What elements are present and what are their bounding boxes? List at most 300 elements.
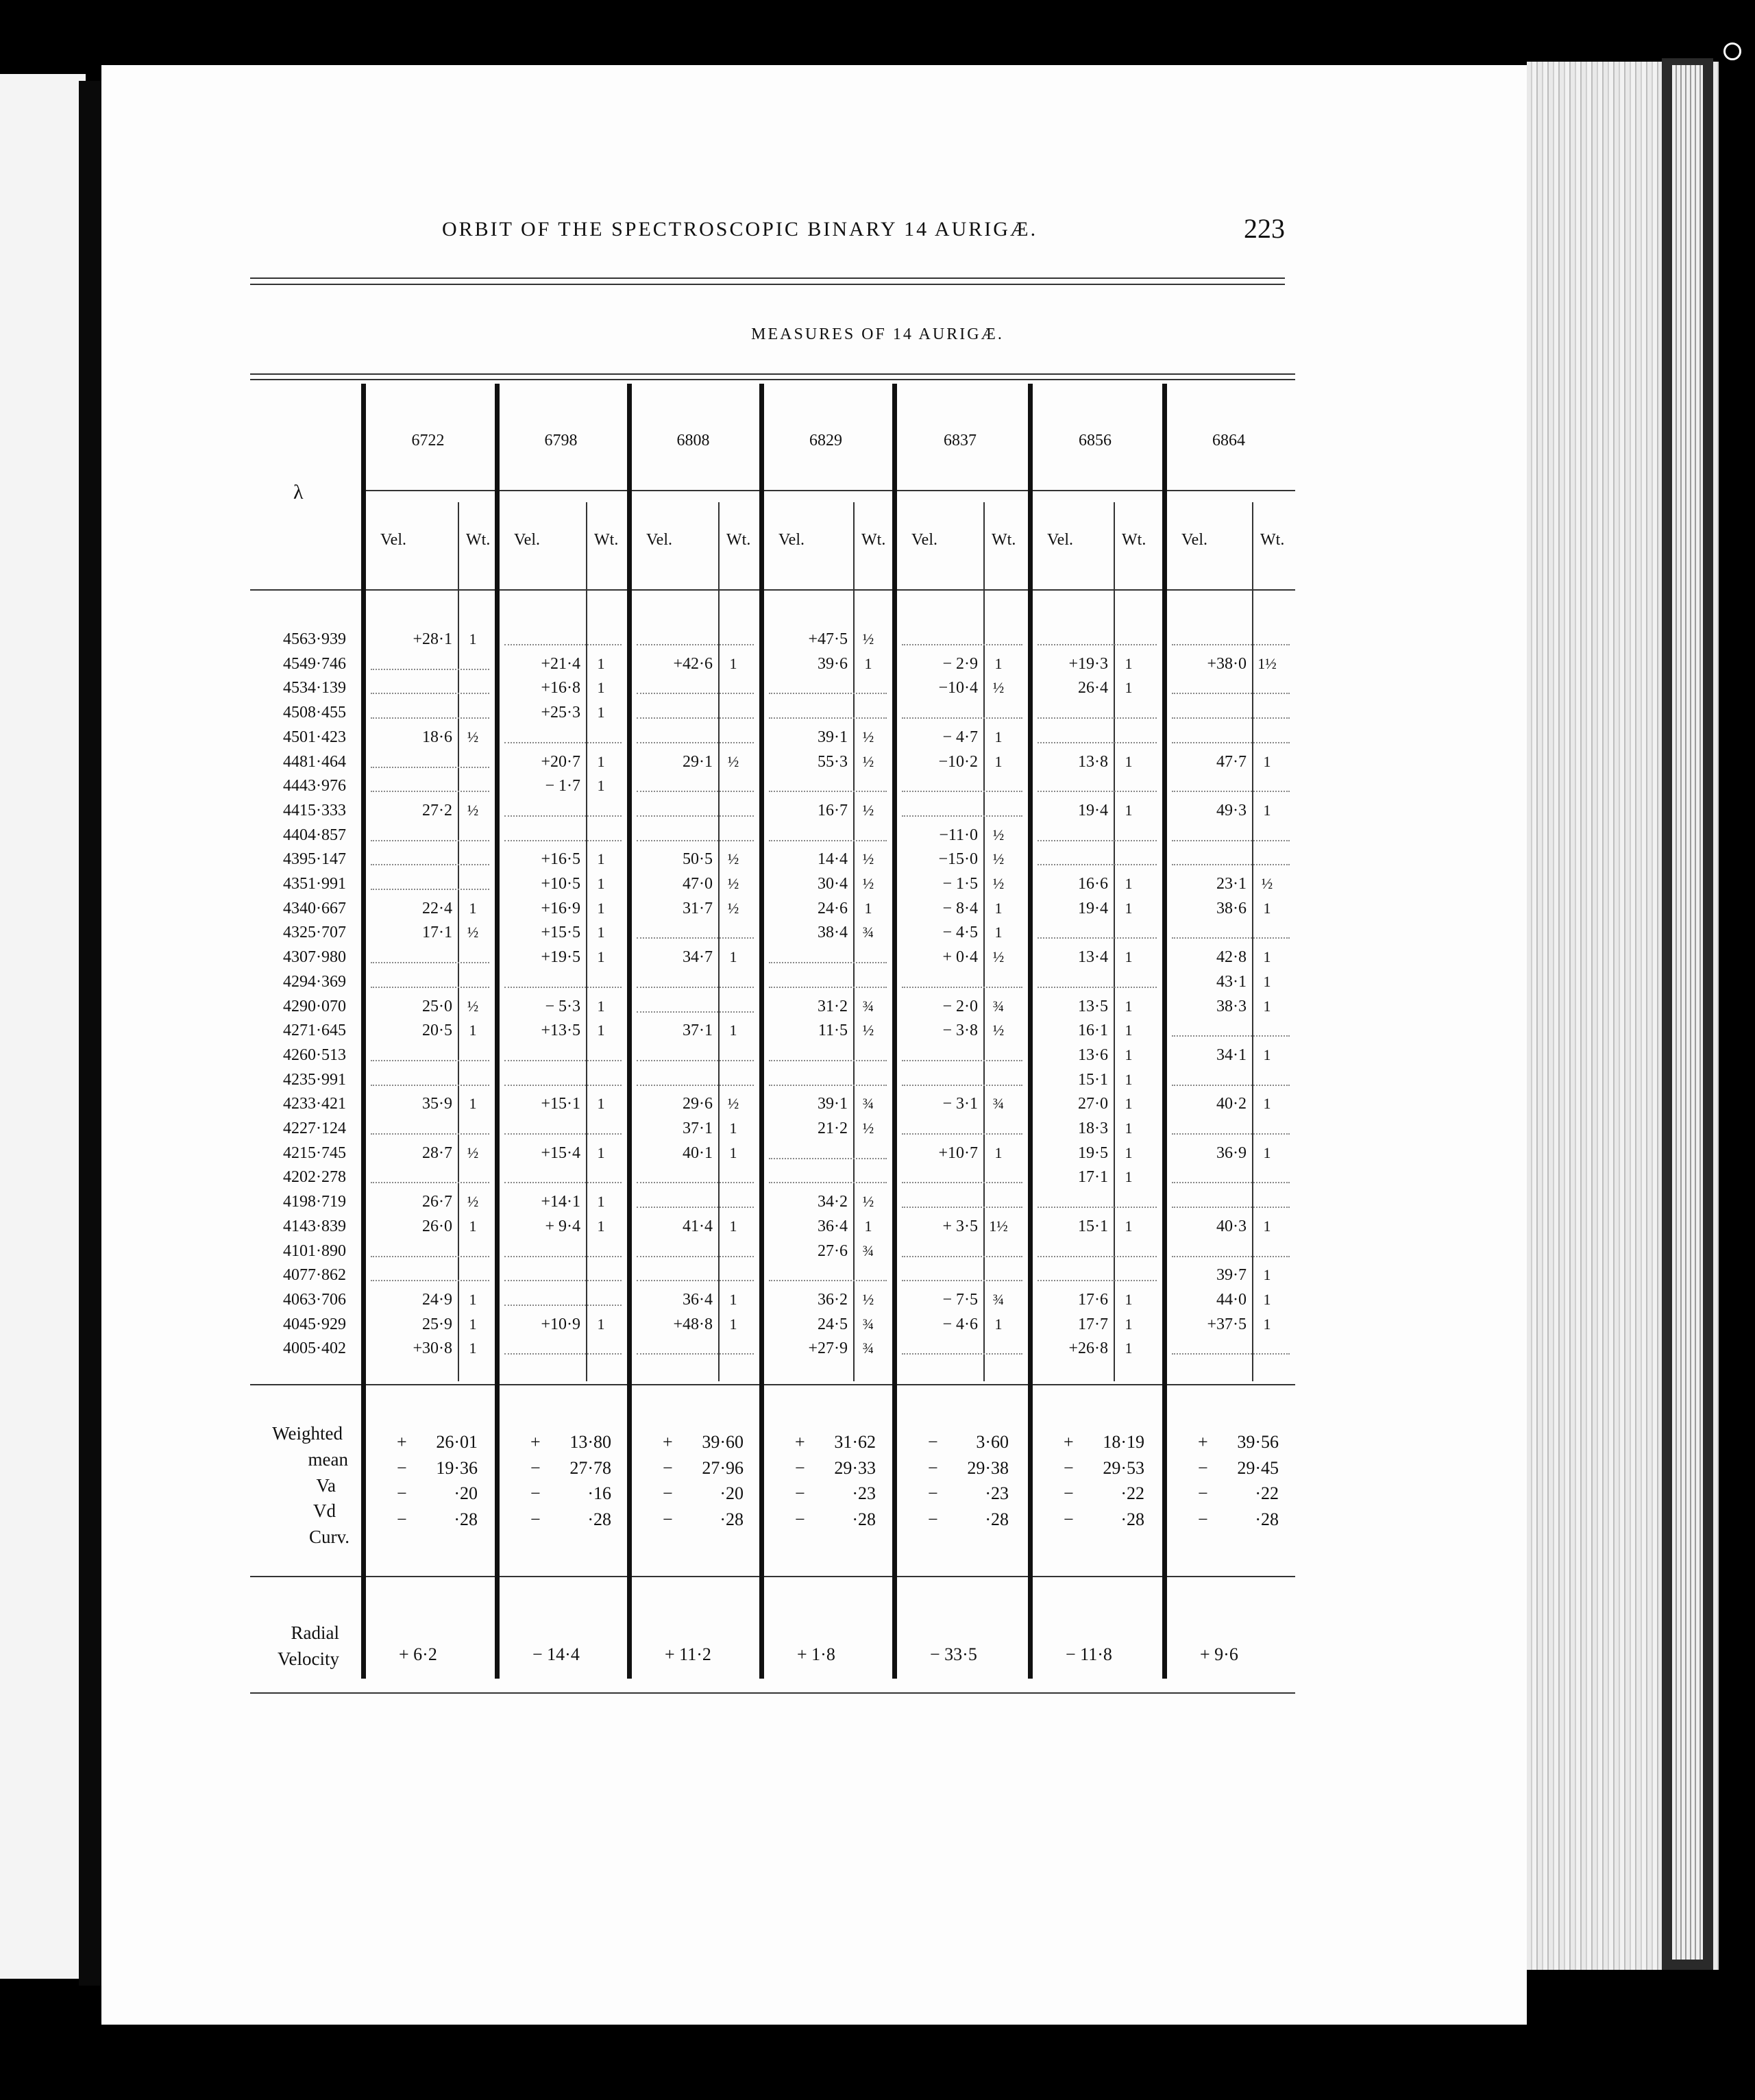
summary-sign: − bbox=[397, 1483, 407, 1503]
empty-cell-leader bbox=[1172, 864, 1290, 865]
velocity-value: +15·4 bbox=[541, 1144, 580, 1162]
empty-cell-leader bbox=[504, 742, 622, 743]
weight-value: 1 bbox=[1125, 654, 1133, 672]
left-page-edge bbox=[0, 74, 86, 1979]
weight-value: ½ bbox=[862, 1290, 874, 1308]
empty-cell-leader bbox=[637, 693, 754, 694]
velocity-value: +15·1 bbox=[541, 1095, 580, 1113]
summary-label: Vd bbox=[313, 1500, 336, 1521]
weight-value: 1½ bbox=[1257, 654, 1277, 672]
vel-wt-divider bbox=[1114, 502, 1115, 1381]
weight-value: ½ bbox=[467, 728, 479, 745]
velocity-value: 55·3 bbox=[818, 752, 848, 771]
table-rule-top bbox=[250, 373, 1295, 375]
weight-value: 1 bbox=[864, 1217, 872, 1235]
wavelength: 4395·147 bbox=[283, 850, 346, 869]
empty-cell-leader bbox=[637, 791, 754, 792]
summary-sign: − bbox=[1198, 1483, 1208, 1503]
weight-value: ¾ bbox=[992, 1290, 1005, 1308]
weight-value: 1 bbox=[1125, 801, 1133, 819]
velocity-value: +38·0 bbox=[1207, 654, 1247, 673]
velocity-value: +16·8 bbox=[541, 679, 580, 697]
empty-cell-leader bbox=[371, 669, 489, 670]
weight-value: 1 bbox=[597, 1315, 605, 1333]
velocity-value: +25·3 bbox=[541, 704, 580, 722]
empty-cell-leader bbox=[504, 1305, 622, 1306]
empty-cell-leader bbox=[637, 840, 754, 841]
empty-cell-leader bbox=[637, 742, 754, 743]
weight-value: ½ bbox=[467, 924, 479, 941]
summary-sign: − bbox=[663, 1458, 673, 1478]
weight-value: 1 bbox=[597, 1144, 605, 1161]
column-thick-rule bbox=[627, 384, 632, 1679]
velocity-value: − 1·5 bbox=[942, 875, 978, 893]
weight-value: 1 bbox=[729, 1290, 737, 1308]
summary-sign: − bbox=[795, 1458, 805, 1478]
weight-value: 1 bbox=[469, 1022, 477, 1039]
weight-value: 1 bbox=[1125, 1339, 1133, 1357]
empty-cell-leader bbox=[902, 1256, 1022, 1257]
weight-value: 1 bbox=[469, 1339, 477, 1357]
radial-velocity-label: Radial bbox=[291, 1622, 339, 1643]
velocity-value: 29·6 bbox=[683, 1095, 713, 1113]
empty-cell-leader bbox=[371, 693, 489, 694]
weight-value: ½ bbox=[467, 801, 479, 819]
weight-value: 1 bbox=[469, 1217, 477, 1235]
velocity-value: − 7·5 bbox=[942, 1290, 978, 1309]
wavelength: 4045·929 bbox=[283, 1315, 346, 1333]
weight-value: 1 bbox=[729, 1144, 737, 1161]
wavelength: 4233·421 bbox=[283, 1095, 346, 1113]
weight-value: 1 bbox=[469, 630, 477, 647]
weight-value: 1 bbox=[597, 1095, 605, 1113]
wavelength: 4481·464 bbox=[283, 752, 346, 771]
weight-value: ½ bbox=[862, 850, 874, 868]
velocity-value: 18·6 bbox=[422, 728, 452, 746]
weight-value: 1 bbox=[1125, 1217, 1133, 1235]
weight-value: ½ bbox=[467, 997, 479, 1015]
velocity-value: +21·4 bbox=[541, 654, 580, 673]
weight-value: 1 bbox=[597, 924, 605, 941]
summary-sign: − bbox=[795, 1509, 805, 1529]
empty-cell-leader bbox=[902, 1133, 1022, 1135]
empty-cell-leader bbox=[1038, 791, 1157, 792]
empty-cell-leader bbox=[637, 644, 754, 645]
velocity-value: 36·4 bbox=[818, 1217, 848, 1235]
weight-value: 1 bbox=[1125, 899, 1133, 917]
empty-cell-leader bbox=[1038, 864, 1157, 865]
weight-value: ½ bbox=[862, 1193, 874, 1211]
velocity-value: − 5·3 bbox=[545, 997, 580, 1015]
weight-value: 1 bbox=[729, 1120, 737, 1137]
velocity-value: +16·5 bbox=[541, 850, 580, 869]
wavelength: 4549·746 bbox=[283, 654, 346, 673]
weight-value: 1 bbox=[994, 1315, 1003, 1333]
velocity-value: 19·4 bbox=[1078, 801, 1108, 819]
weight-value: ¾ bbox=[862, 997, 874, 1015]
weight-value: 1 bbox=[597, 654, 605, 672]
vel-wt-divider bbox=[1252, 502, 1253, 1381]
empty-cell-leader bbox=[1172, 937, 1290, 939]
weight-value: 1 bbox=[994, 899, 1003, 917]
empty-cell-leader bbox=[371, 1256, 489, 1257]
velocity-value: 36·9 bbox=[1216, 1144, 1247, 1162]
empty-cell-leader bbox=[371, 864, 489, 865]
velocity-value: 16·6 bbox=[1078, 875, 1108, 893]
empty-cell-leader bbox=[769, 791, 887, 792]
empty-cell-leader bbox=[637, 937, 754, 939]
summary-value: 39·60 bbox=[702, 1432, 744, 1452]
velocity-value: 17·7 bbox=[1078, 1315, 1108, 1333]
velocity-value: 49·3 bbox=[1216, 801, 1247, 819]
vel-header: Vel. bbox=[1047, 531, 1073, 549]
empty-cell-leader bbox=[769, 1085, 887, 1086]
empty-cell-leader bbox=[902, 987, 1022, 988]
empty-cell-leader bbox=[637, 1353, 754, 1355]
empty-cell-leader bbox=[1038, 1207, 1157, 1208]
column-thick-rule bbox=[495, 384, 500, 1679]
summary-label: Weighted bbox=[272, 1423, 343, 1444]
empty-cell-leader bbox=[504, 987, 622, 988]
weight-value: 1 bbox=[469, 899, 477, 917]
vel-header: Vel. bbox=[911, 531, 937, 549]
empty-cell-leader bbox=[371, 717, 489, 719]
empty-cell-leader bbox=[637, 1011, 754, 1013]
column-thick-rule bbox=[1162, 384, 1167, 1679]
page-edges-stack bbox=[1672, 65, 1703, 1960]
velocity-value: − 2·9 bbox=[942, 654, 978, 673]
plate-header: 6856 bbox=[1079, 432, 1112, 449]
summary-sign: − bbox=[1064, 1483, 1074, 1503]
empty-cell-leader bbox=[902, 815, 1022, 817]
weight-value: 1 bbox=[729, 948, 737, 966]
weight-value: ½ bbox=[992, 1022, 1005, 1039]
empty-cell-leader bbox=[371, 962, 489, 963]
empty-cell-leader bbox=[504, 840, 622, 841]
velocity-value: 14·4 bbox=[818, 850, 848, 869]
velocity-value: 15·1 bbox=[1078, 1217, 1108, 1235]
summary-value: 19·36 bbox=[436, 1458, 478, 1478]
weight-value: 1 bbox=[1263, 948, 1271, 966]
weight-value: 1 bbox=[1125, 752, 1133, 770]
weight-value: ½ bbox=[862, 1022, 874, 1039]
radial-velocity-value: + 1·8 bbox=[797, 1644, 835, 1664]
weight-value: ½ bbox=[862, 1120, 874, 1137]
empty-cell-leader bbox=[1038, 717, 1157, 719]
page-number: 223 bbox=[1244, 213, 1285, 244]
velocity-value: 23·1 bbox=[1216, 875, 1247, 893]
summary-value: 29·45 bbox=[1237, 1458, 1279, 1478]
empty-cell-leader bbox=[769, 1182, 887, 1183]
vel-wt-divider bbox=[718, 502, 720, 1381]
wavelength: 4005·402 bbox=[283, 1339, 346, 1358]
empty-cell-leader bbox=[504, 644, 622, 645]
velocity-value: 27·6 bbox=[818, 1242, 848, 1260]
velocity-value: −15·0 bbox=[938, 850, 978, 869]
weight-value: 1 bbox=[994, 728, 1003, 745]
weight-value: 1 bbox=[1125, 997, 1133, 1015]
summary-sign: − bbox=[397, 1509, 407, 1529]
weight-value: 1 bbox=[469, 1315, 477, 1333]
velocity-value: 26·4 bbox=[1078, 679, 1108, 697]
empty-cell-leader bbox=[1172, 1256, 1290, 1257]
velocity-value: 11·5 bbox=[818, 1022, 848, 1040]
book-page bbox=[101, 65, 1527, 2025]
velocity-value: 29·1 bbox=[683, 752, 713, 771]
plate-header: 6722 bbox=[411, 432, 445, 449]
empty-cell-leader bbox=[902, 1085, 1022, 1086]
weight-value: ¾ bbox=[862, 1339, 874, 1357]
empty-cell-leader bbox=[637, 1085, 754, 1086]
weight-value: 1 bbox=[1125, 948, 1133, 966]
wavelength: 4294·369 bbox=[283, 972, 346, 991]
velocity-value: 26·0 bbox=[422, 1217, 452, 1235]
wavelength: 4063·706 bbox=[283, 1290, 346, 1309]
weight-value: 1 bbox=[1125, 1168, 1133, 1186]
weight-value: ¾ bbox=[992, 997, 1005, 1015]
empty-cell-leader bbox=[1172, 717, 1290, 719]
subheader-rule bbox=[361, 490, 1295, 491]
wavelength: 4143·839 bbox=[283, 1217, 346, 1235]
summary-sign: − bbox=[1064, 1458, 1074, 1478]
velocity-value: 36·2 bbox=[818, 1290, 848, 1309]
velocity-value: +37·5 bbox=[1207, 1315, 1247, 1333]
header-rule bbox=[250, 589, 1295, 591]
empty-cell-leader bbox=[902, 1353, 1022, 1355]
summary-value: 13·80 bbox=[569, 1432, 611, 1452]
weight-value: 1 bbox=[597, 1217, 605, 1235]
summary-value: ·20 bbox=[454, 1483, 478, 1503]
summary-sign: − bbox=[928, 1509, 938, 1529]
plate-header: 6864 bbox=[1212, 432, 1245, 449]
velocity-value: 38·3 bbox=[1216, 997, 1247, 1015]
summary-sign: − bbox=[928, 1483, 938, 1503]
summary-value: 26·01 bbox=[436, 1432, 478, 1452]
weight-value: 1 bbox=[597, 948, 605, 966]
summary-value: 27·78 bbox=[569, 1458, 611, 1478]
velocity-value: 17·6 bbox=[1078, 1290, 1108, 1309]
empty-cell-leader bbox=[1172, 644, 1290, 645]
summary-sign: + bbox=[530, 1432, 541, 1452]
velocity-value: 40·2 bbox=[1216, 1095, 1247, 1113]
weight-value: 1 bbox=[1125, 1120, 1133, 1137]
summary-value: 27·96 bbox=[702, 1458, 744, 1478]
column-thick-rule bbox=[759, 384, 764, 1679]
wavelength: 4404·857 bbox=[283, 826, 346, 844]
summary-value: ·28 bbox=[985, 1509, 1009, 1529]
velocity-value: 34·1 bbox=[1216, 1046, 1247, 1064]
weight-value: ½ bbox=[727, 1095, 739, 1113]
summary-sign: − bbox=[530, 1509, 541, 1529]
table-title: MEASURES OF 14 AURIGÆ. bbox=[751, 325, 1004, 343]
weight-value: 1 bbox=[1125, 1022, 1133, 1039]
velocity-value: 24·5 bbox=[818, 1315, 848, 1333]
wavelength: 4271·645 bbox=[283, 1022, 346, 1040]
weight-value: 1 bbox=[597, 777, 605, 795]
empty-cell-leader bbox=[504, 1060, 622, 1061]
radial-velocity-value: + 6·2 bbox=[399, 1644, 437, 1664]
summary-label: mean bbox=[308, 1449, 348, 1470]
summary-value: ·28 bbox=[720, 1509, 744, 1529]
velocity-value: 39·7 bbox=[1216, 1266, 1247, 1285]
velocity-value: −10·2 bbox=[938, 752, 978, 771]
velocity-value: 20·5 bbox=[422, 1022, 452, 1040]
weight-value: ½ bbox=[992, 850, 1005, 868]
summary-value: ·22 bbox=[1255, 1483, 1279, 1503]
velocity-value: 38·4 bbox=[818, 924, 848, 942]
velocity-value: 41·4 bbox=[683, 1217, 713, 1235]
empty-cell-leader bbox=[637, 717, 754, 719]
velocity-value: − 4·7 bbox=[942, 728, 978, 746]
empty-cell-leader bbox=[769, 987, 887, 988]
empty-cell-leader bbox=[504, 815, 622, 817]
summary-value: 31·62 bbox=[834, 1432, 876, 1452]
velocity-value: +13·5 bbox=[541, 1022, 580, 1040]
vel-header: Vel. bbox=[514, 531, 540, 549]
vel-wt-divider bbox=[983, 502, 985, 1381]
velocity-value: − 3·1 bbox=[942, 1095, 978, 1113]
weight-value: 1 bbox=[1263, 1046, 1271, 1063]
summary-value: ·16 bbox=[587, 1483, 611, 1503]
empty-cell-leader bbox=[637, 1182, 754, 1183]
summary-sign: − bbox=[530, 1458, 541, 1478]
velocity-value: 43·1 bbox=[1216, 972, 1247, 991]
vel-wt-divider bbox=[586, 502, 587, 1381]
summary-label: Va bbox=[316, 1475, 336, 1496]
summary-value: ·28 bbox=[454, 1509, 478, 1529]
empty-cell-leader bbox=[1038, 1280, 1157, 1281]
wavelength: 4077·862 bbox=[283, 1266, 346, 1285]
empty-cell-leader bbox=[902, 1207, 1022, 1208]
empty-cell-leader bbox=[1172, 1207, 1290, 1208]
velocity-value: 50·5 bbox=[683, 850, 713, 869]
wt-header: Wt. bbox=[1122, 531, 1146, 549]
empty-cell-leader bbox=[902, 717, 1022, 719]
velocity-value: − 1·7 bbox=[545, 777, 580, 795]
velocity-value: +20·7 bbox=[541, 752, 580, 771]
summary-sign: − bbox=[663, 1483, 673, 1503]
empty-cell-leader bbox=[769, 962, 887, 963]
weight-value: 1 bbox=[994, 654, 1003, 672]
empty-cell-leader bbox=[1172, 1085, 1290, 1086]
weight-value: 1 bbox=[597, 752, 605, 770]
weight-value: 1 bbox=[1263, 997, 1271, 1015]
velocity-value: 18·3 bbox=[1078, 1120, 1108, 1137]
summary-value: 29·38 bbox=[967, 1458, 1009, 1478]
velocity-value: 36·4 bbox=[683, 1290, 713, 1309]
wt-header: Wt. bbox=[726, 531, 751, 549]
empty-cell-leader bbox=[1172, 840, 1290, 841]
wavelength: 4325·707 bbox=[283, 924, 346, 942]
empty-cell-leader bbox=[637, 1280, 754, 1281]
velocity-value: 13·6 bbox=[1078, 1046, 1108, 1064]
weight-value: 1 bbox=[597, 679, 605, 697]
velocity-value: 13·8 bbox=[1078, 752, 1108, 771]
weight-value: ½ bbox=[1261, 875, 1273, 892]
velocity-value: +19·3 bbox=[1068, 654, 1108, 673]
velocity-value: + 0·4 bbox=[942, 948, 978, 967]
empty-cell-leader bbox=[637, 1256, 754, 1257]
empty-cell-leader bbox=[769, 1060, 887, 1061]
empty-cell-leader bbox=[1172, 1182, 1290, 1183]
summary-sign: − bbox=[1198, 1509, 1208, 1529]
weight-value: 1 bbox=[1125, 1315, 1133, 1333]
velocity-value: 40·3 bbox=[1216, 1217, 1247, 1235]
wt-header: Wt. bbox=[1260, 531, 1285, 549]
velocity-value: 37·1 bbox=[683, 1120, 713, 1137]
wavelength: 4563·939 bbox=[283, 630, 346, 648]
empty-cell-leader bbox=[902, 791, 1022, 792]
velocity-value: 47·7 bbox=[1216, 752, 1247, 771]
velocity-value: +14·1 bbox=[541, 1193, 580, 1211]
weight-value: 1 bbox=[469, 1290, 477, 1308]
weight-value: ½ bbox=[467, 1193, 479, 1211]
radial-velocity-value: + 9·6 bbox=[1200, 1644, 1238, 1664]
head-rule-bottom bbox=[250, 284, 1285, 285]
empty-cell-leader bbox=[1172, 1035, 1290, 1037]
weight-value: 1 bbox=[994, 752, 1003, 770]
empty-cell-leader bbox=[637, 815, 754, 817]
weight-value: 1 bbox=[597, 1193, 605, 1211]
velocity-value: 28·7 bbox=[422, 1144, 452, 1162]
empty-cell-leader bbox=[504, 1256, 622, 1257]
weight-value: 1 bbox=[597, 1022, 605, 1039]
summary-sign: − bbox=[928, 1458, 938, 1478]
velocity-value: + 3·5 bbox=[942, 1217, 978, 1235]
empty-cell-leader bbox=[371, 1085, 489, 1086]
velocity-value: +10·5 bbox=[541, 875, 580, 893]
summary-value: 29·33 bbox=[834, 1458, 876, 1478]
empty-cell-leader bbox=[371, 1060, 489, 1061]
velocity-value: 44·0 bbox=[1216, 1290, 1247, 1309]
velocity-value: +48·8 bbox=[673, 1315, 713, 1333]
weight-value: 1 bbox=[1125, 1095, 1133, 1113]
velocity-value: 27·0 bbox=[1078, 1095, 1108, 1113]
empty-cell-leader bbox=[902, 1060, 1022, 1061]
weight-value: 1 bbox=[1263, 1095, 1271, 1113]
weight-value: 1 bbox=[1263, 752, 1271, 770]
weight-value: 1 bbox=[597, 704, 605, 721]
weight-value: ½ bbox=[467, 1144, 479, 1161]
empty-cell-leader bbox=[1172, 791, 1290, 792]
wt-header: Wt. bbox=[466, 531, 491, 549]
summary-sign: − bbox=[928, 1432, 938, 1452]
weight-value: ½ bbox=[727, 752, 739, 770]
empty-cell-leader bbox=[637, 987, 754, 988]
empty-cell-leader bbox=[371, 987, 489, 988]
velocity-value: +19·5 bbox=[541, 948, 580, 967]
weight-value: ½ bbox=[992, 826, 1005, 843]
velocity-value: 16·7 bbox=[818, 801, 848, 819]
radial-velocity-value: + 11·2 bbox=[665, 1644, 711, 1664]
weight-value: ½ bbox=[727, 875, 739, 892]
velocity-value: 24·9 bbox=[422, 1290, 452, 1309]
weight-value: ½ bbox=[992, 948, 1005, 966]
velocity-value: 39·1 bbox=[818, 1095, 848, 1113]
velocity-value: 16·1 bbox=[1078, 1022, 1108, 1040]
velocity-value: 17·1 bbox=[422, 924, 452, 942]
weight-value: ¾ bbox=[992, 1095, 1005, 1113]
empty-cell-leader bbox=[902, 1280, 1022, 1281]
empty-cell-leader bbox=[1038, 840, 1157, 841]
weight-value: 1 bbox=[994, 1144, 1003, 1161]
velocity-value: 35·9 bbox=[422, 1095, 452, 1113]
body-rule bbox=[250, 1384, 1295, 1385]
empty-cell-leader bbox=[504, 1353, 622, 1355]
plate-header: 6829 bbox=[809, 432, 842, 449]
table-rule-end bbox=[250, 1692, 1295, 1694]
wavelength: 4260·513 bbox=[283, 1046, 346, 1064]
